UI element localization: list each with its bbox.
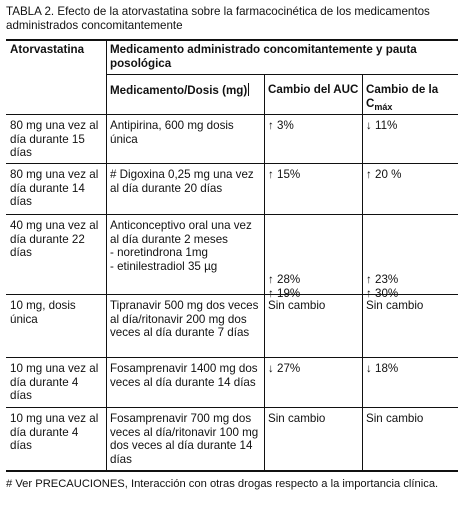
- row-3-medicamento: Anticonceptivo oral una vez al día durante 2 meses - noretindrona 1mg - etinilestradiol 35 µg: [110, 219, 252, 273]
- row-3-cmax: ↑ 23% ↑ 30%: [366, 273, 399, 300]
- row-4-atorvastatina: 10 mg, dosis única: [10, 299, 76, 326]
- column-divider-3: [362, 74, 363, 470]
- row-divider: [6, 407, 458, 408]
- row-2-medicamento: # Digoxina 0,25 mg una vez al día durante 20 días: [110, 168, 254, 195]
- row-1-atorvastatina: 80 mg una vez al día durante 15 días: [10, 119, 99, 159]
- text-cursor-icon: [248, 83, 249, 96]
- header-atorvastatina: Atorvastatina: [10, 43, 85, 56]
- row-5-auc: ↓ 27%: [268, 362, 301, 375]
- row-6-medicamento: Fosamprenavir 700 mg dos veces al día/ritonavir 100 mg dos veces al día durante 14 días: [110, 412, 259, 466]
- row-2-atorvastatina: 80 mg una vez al día durante 14 días: [10, 168, 99, 208]
- row-6-cmax: Sin cambio: [366, 412, 424, 425]
- row-5-medicamento: Fosamprenavir 1400 mg dos veces al día durante 14 días: [110, 362, 258, 389]
- row-3-auc: ↑ 28% ↑ 19%: [268, 273, 301, 300]
- header-bottom-rule: [6, 114, 458, 115]
- header-group: Medicamento administrado concomitantemente y pauta posológica: [110, 43, 417, 70]
- column-divider-1: [106, 39, 107, 470]
- header-medicamento-dosis-text: Medicamento/Dosis (mg): [110, 84, 248, 97]
- row-5-atorvastatina: 10 mg una vez al día durante 4 días: [10, 362, 99, 402]
- header-cambio-cmax-label: Cambio de la C: [366, 83, 439, 110]
- row-divider: [6, 357, 458, 358]
- table-top-rule: [6, 39, 458, 41]
- column-divider-2: [264, 74, 265, 470]
- row-divider: [6, 163, 458, 164]
- table-bottom-rule: [6, 470, 458, 472]
- row-divider: [6, 294, 458, 295]
- row-1-medicamento: Antipirina, 600 mg dosis única: [110, 119, 234, 146]
- header-cambio-auc: Cambio del AUC: [268, 83, 359, 96]
- header-medicamento-dosis: [110, 83, 266, 98]
- row-6-auc: Sin cambio: [268, 412, 326, 425]
- header-cambio-cmax-subscript: máx: [374, 101, 393, 112]
- row-1-cmax: ↓ 11%: [366, 119, 398, 132]
- row-4-auc: Sin cambio: [268, 299, 326, 312]
- row-3-atorvastatina: 40 mg una vez al día durante 22 días: [10, 219, 99, 259]
- row-2-cmax: ↑ 20 %: [366, 168, 402, 181]
- row-6-atorvastatina: 10 mg una vez al día durante 4 días: [10, 412, 99, 452]
- row-divider: [6, 214, 458, 215]
- header-cambio-cmax: [366, 83, 458, 114]
- row-4-cmax: Sin cambio: [366, 299, 424, 312]
- row-1-auc: ↑ 3%: [268, 119, 294, 132]
- row-5-cmax: ↓ 18%: [366, 362, 399, 375]
- header-group-underline: [106, 74, 458, 75]
- row-2-auc: ↑ 15%: [268, 168, 301, 181]
- table-caption: TABLA 2. Efecto de la atorvastatina sobre la farmacocinética de los medicamentos administrados concomitantemente: [6, 5, 430, 32]
- row-4-medicamento: Tipranavir 500 mg dos veces al día/ritonavir 200 mg dos veces al día durante 7 días: [110, 299, 259, 339]
- table-footnote: # Ver PRECAUCIONES, Interacción con otras drogas respecto a la importancia clínica.: [6, 478, 439, 490]
